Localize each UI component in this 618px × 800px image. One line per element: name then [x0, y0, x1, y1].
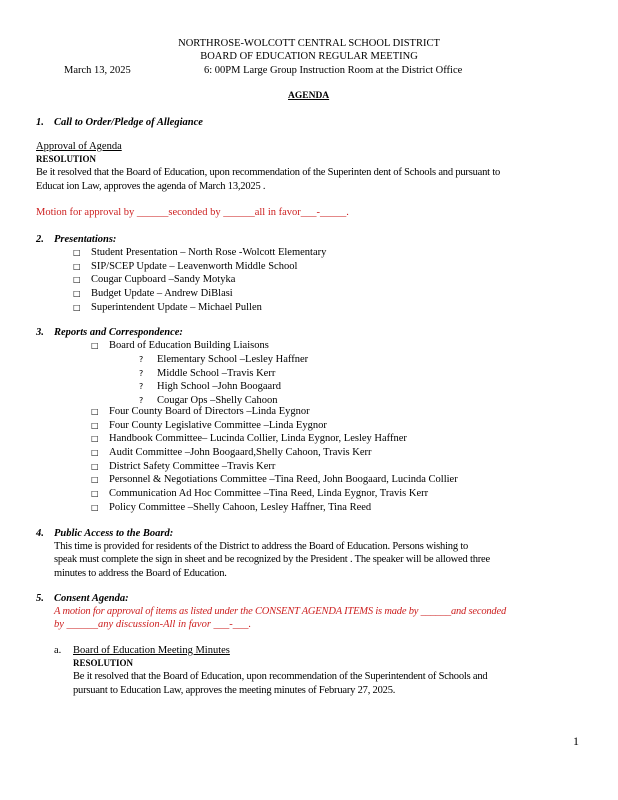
bullet-icon: □: [91, 448, 99, 458]
bullet-icon: □: [91, 407, 99, 416]
consent-motion-line2: by ______any discussion-All in favor ___-___.: [54, 619, 252, 630]
item-a-letter: a.: [54, 645, 62, 656]
section-5-number: 5.: [36, 593, 44, 604]
meeting-title: BOARD OF EDUCATION REGULAR MEETING: [200, 51, 418, 62]
list-item: □ Cougar Cupboard –Sandy Motyka: [73, 274, 236, 286]
list-item: □ Personnel & Negotiations Committee –Tina Reed, John Boogaard, Lucinda Collier: [91, 474, 458, 486]
item-a-text-line1: Be it resolved that the Board of Education, upon recommendation of the Superintendent of Schools and: [73, 671, 488, 682]
sub-bullet-icon: ?: [139, 382, 144, 392]
list-item: □ Audit Committee –John Boogaard,Shelly Cahoon, Travis Kerr: [91, 447, 372, 459]
committees-list: [91, 405, 458, 515]
district-name: NORTHROSE-WOLCOTT CENTRAL SCHOOL DISTRICT: [178, 38, 440, 49]
section-2-number: 2.: [36, 234, 44, 245]
item-a-heading: Board of Education Meeting Minutes: [73, 645, 230, 656]
meeting-date: March 13, 2025: [64, 65, 131, 76]
list-item: □ Handbook Committee– Lucinda Collier, Linda Eygnor, Lesley Haffner: [91, 433, 407, 445]
bullet-icon: □: [91, 341, 99, 350]
sub-bullet-icon: ?: [139, 368, 144, 378]
section-2-title: Presentations:: [54, 234, 117, 245]
bullet-icon: □: [91, 502, 99, 512]
sub-bullet-icon: ?: [139, 355, 144, 364]
bullet-icon: □: [73, 261, 81, 271]
list-item: □ Superintendent Update – Michael Pullen: [73, 301, 262, 313]
bullet-icon: □: [91, 475, 99, 485]
section-4-number: 4.: [36, 528, 44, 539]
bullet-icon: □: [73, 302, 81, 312]
bullet-icon: □: [73, 275, 81, 285]
bullet-icon: □: [73, 248, 81, 257]
list-item: ? Cougar Ops –Shelly Cahoon: [139, 395, 278, 407]
item-a-text-line2: pursuant to Education Law, approves the meeting minutes of February 27, 2025.: [73, 685, 396, 696]
agenda-title: AGENDA: [288, 91, 330, 101]
approval-heading: Approval of Agenda: [36, 141, 122, 152]
list-item: □ Board of Education Building Liaisons: [91, 340, 269, 351]
section-1-title: Call to Order/Pledge of Allegiance: [54, 117, 203, 128]
section-3-title: Reports and Correspondence:: [54, 327, 183, 338]
liaisons-sublist: [139, 353, 309, 408]
list-item: □ Four County Legislative Committee –Linda Eygnor: [91, 419, 327, 431]
public-access-line3: minutes to address the Board of Education.: [54, 568, 227, 579]
list-item: □ Policy Committee –Shelly Cahoon, Lesley Haffner, Tina Reed: [91, 501, 372, 513]
bullet-icon: □: [73, 289, 81, 299]
bullet-icon: □: [91, 434, 99, 444]
page-number: 1: [573, 734, 579, 748]
list-item: ? Middle School –Travis Kerr: [139, 367, 276, 379]
list-item: ? Elementary School –Lesley Haffner: [139, 354, 309, 365]
consent-motion-line1: A motion for approval of items as listed under the CONSENT AGENDA ITEMS is made by ______and seconded: [54, 606, 506, 617]
approval-resolution: RESOLUTION: [36, 154, 97, 164]
approval-motion: Motion for approval by ______seconded by ______all in favor___-_____.: [36, 207, 349, 218]
section-4-title: Public Access to the Board:: [54, 528, 174, 539]
bullet-icon: □: [91, 489, 99, 499]
list-item: □ Student Presentation – North Rose -Wolcott Elementary: [73, 247, 327, 258]
list-item: ? High School –John Boogaard: [139, 381, 281, 393]
section-3-number: 3.: [36, 327, 44, 338]
list-item: □ SIP/SCEP Update – Leavenworth Middle School: [73, 260, 298, 272]
public-access-line1: This time is provided for residents of the District to address the Board of Education. Persons wishing to: [54, 541, 469, 552]
list-item: □ District Safety Committee –Travis Kerr: [91, 460, 276, 472]
list-item: □ Budget Update – Andrew DiBlasi: [73, 288, 233, 300]
section-1-number: 1.: [36, 117, 44, 128]
approval-text-line2: Educat ion Law, approves the agenda of March 13,2025 .: [36, 181, 266, 192]
bullet-icon: □: [91, 420, 99, 430]
presentations-list: [73, 246, 327, 314]
public-access-line2: speak must complete the sign in sheet and be recognized by the President . The speaker will be allowed three: [54, 554, 490, 565]
list-item: □ Four County Board of Directors –Linda Eygnor: [91, 406, 310, 417]
bullet-icon: □: [91, 461, 99, 471]
item-a-resolution: RESOLUTION: [73, 658, 134, 668]
liaisons-list: [91, 339, 269, 353]
sub-bullet-icon: ?: [139, 396, 144, 406]
section-5-title: Consent Agenda:: [54, 593, 129, 604]
meeting-time-location: 6: 00PM Large Group Instruction Room at the District Office: [204, 65, 463, 76]
list-item: □ Communication Ad Hoc Committee –Tina Reed, Linda Eygnor, Travis Kerr: [91, 488, 429, 500]
approval-text-line1: Be it resolved that the Board of Education, upon recommendation of the Superinten dent of Schools and pursuant to: [36, 167, 501, 178]
